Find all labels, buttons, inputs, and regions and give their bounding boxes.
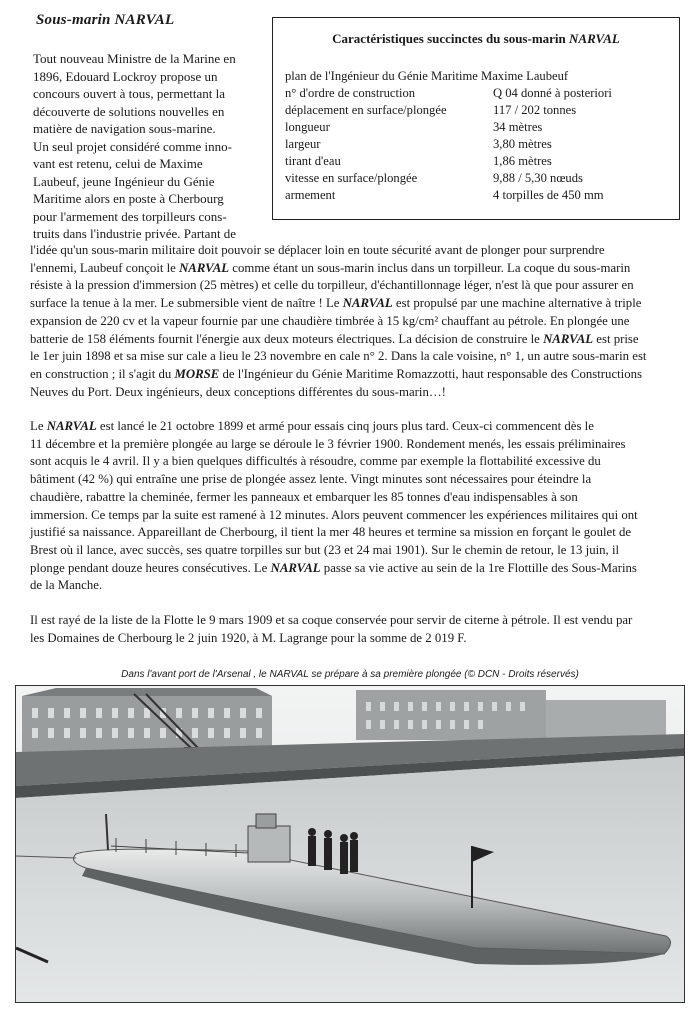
- spec-row: [285, 154, 552, 169]
- spec-value: 34 mètres: [493, 120, 543, 134]
- text-segment: le 1er juin 1898 et sa mise sur cale a lieu le 23 novembre en cale n° 2. Dans la cale voisine, n° 1, un autre sous-marin est: [30, 349, 647, 364]
- vessel-name: MORSE: [174, 366, 220, 381]
- text-segment: Neuves du Port. Deux ingénieurs, deux conceptions différentes du sous-marin…!: [30, 384, 446, 399]
- spec-row: [285, 120, 543, 135]
- text-segment: comme étant un sous-marin inclus dans un torpilleur. La coque du sous-marin: [229, 260, 631, 275]
- text-line: vant est retenu, celui de Maxime: [33, 156, 203, 171]
- text-line: [30, 277, 688, 295]
- text-segment: en construction ; il s'agit du: [30, 366, 175, 381]
- text-segment: immersion. Ce temps par la suite est ramené à 12 minutes. Alors peuvent commencer les expériences militaires qui ont: [30, 507, 638, 522]
- spec-value: 1,86 mètres: [493, 154, 552, 168]
- specifications-box: [272, 17, 680, 220]
- paragraph-fate: [30, 612, 688, 647]
- arsenal-buildings-left: [22, 688, 272, 754]
- text-segment: bâtiment (42 %) qui entraîne une prise de plongée assez lente. Vingt minutes sont nécessaires pour éteindre la: [30, 472, 592, 487]
- text-line: Un seul projet considéré comme inno-: [33, 138, 232, 154]
- text-line: [30, 331, 688, 349]
- spec-label: largeur: [285, 137, 321, 151]
- text-line: [30, 453, 688, 471]
- text-line: [30, 295, 688, 313]
- text-segment: 11 décembre et la première plongée au large se déroule le 3 février 1900. Rondement menés, les essais préliminaires: [30, 436, 626, 451]
- vessel-name: NARVAL: [46, 419, 97, 433]
- text-line: [30, 542, 688, 560]
- text-line: Laubeuf, jeune Ingénieur du Génie: [33, 173, 215, 189]
- spec-label: plan de l'Ingénieur du Génie Maritime Maxime Laubeuf: [285, 69, 569, 83]
- spec-value: 117 / 202 tonnes: [493, 103, 577, 117]
- text-segment: justifié sa naissance. Appareillant de Cherbourg, il tient la mer 48 heures et termine sa mission en forçant le goulet de: [30, 525, 632, 540]
- text-line: [30, 612, 688, 630]
- spec-row: [285, 69, 568, 84]
- text-segment: expansion de 220 cv et la vapeur fournie par une chaudière timbrée à 15 kg/cm² chauffant au pétrole. En plongée une: [30, 313, 630, 328]
- text-line: découverte de solutions nouvelles en: [33, 103, 225, 119]
- text-line: [30, 384, 688, 402]
- paragraph-history: [30, 242, 688, 401]
- text-segment: de l'Ingénieur du Génie Maritime Romazzotti, haut responsable des Constructions: [219, 366, 643, 381]
- article-title: Sous-marin NARVAL: [36, 12, 175, 28]
- vessel-name: NARVAL: [543, 331, 594, 346]
- text-segment: de la Manche.: [30, 578, 103, 593]
- vessel-name: NARVAL: [270, 560, 321, 575]
- text-segment: l'ennemi, Laubeuf conçoit le: [30, 260, 180, 275]
- text-line: [30, 524, 688, 542]
- text-segment: passe sa vie active au sein de la 1re Flottille des Sous-Marins: [320, 560, 637, 575]
- spec-label: déplacement en surface/plongée: [285, 103, 447, 117]
- text-line: [30, 507, 688, 525]
- text-line: concours ouvert à tous, permettant la: [33, 86, 226, 101]
- text-line: 1896, Edouard Lockroy propose un: [33, 68, 218, 84]
- text-segment: batterie de 158 éléments fournit l'énergie aux deux moteurs électriques. La décision de construire le: [30, 331, 544, 346]
- text-line: truits dans l'industrie privée. Partant de: [33, 226, 237, 241]
- narval-harbour-photo: [15, 685, 685, 1003]
- intro-paragraph: [33, 50, 263, 243]
- text-line: [30, 260, 688, 278]
- spec-label: vitesse en surface/plongée: [285, 171, 418, 185]
- specifications-title: [273, 31, 679, 47]
- text-line: [30, 560, 688, 578]
- text-segment: est lancé le 21 octobre 1899 et armé pour essais cinq jours plus tard. Ceux-ci commencent dès le: [96, 419, 594, 433]
- spec-row: [285, 188, 604, 203]
- text-line: matière de navigation sous-marine.: [33, 121, 216, 136]
- spec-value: 9,88 / 5,30 nœuds: [493, 171, 583, 185]
- spec-label: n° d'ordre de construction: [285, 86, 416, 100]
- text-segment: les Domaines de Cherbourg le 2 juin 1920, à M. Lagrange pour la somme de 2 019 F.: [30, 630, 467, 645]
- spec-row: [285, 137, 552, 152]
- text-segment: est prise: [593, 331, 639, 346]
- spec-label: tirant d'eau: [285, 154, 341, 168]
- text-line: [30, 630, 688, 648]
- text-line: [30, 313, 688, 331]
- specifications-title-name: NARVAL: [569, 31, 620, 46]
- text-line: [30, 436, 688, 454]
- photo-illustration: [16, 686, 684, 1002]
- text-segment: sont acquis le 4 avril. Il y a bien quelques difficultés à résoudre, comme par exemple la flottabilité excessive du: [30, 454, 601, 469]
- spec-value: Q 04 donné à posteriori: [493, 86, 612, 100]
- vessel-name: NARVAL: [342, 296, 393, 311]
- text-segment: Brest où il lance, avec succès, ses quatre torpilles sur but (23 et 24 mai 1901). Sur le chemin de retour, le 13 juin, il: [30, 542, 620, 557]
- text-segment: Il est rayé de la liste de la Flotte le 9 mars 1909 et sa coque conservée pour servir de citerne à pétrole. Il est vendu par: [30, 613, 633, 627]
- text-line: Tout nouveau Ministre de la Marine en: [33, 51, 236, 66]
- text-segment: plonge pendant douze heures consécutives. Le: [30, 560, 271, 575]
- spec-label: longueur: [285, 120, 330, 134]
- paragraph-trials: [30, 418, 688, 595]
- text-segment: chaudière, rabattre la cheminée, fermer les panneaux et embarquer les 85 tonnes d'eau indispensables à son: [30, 489, 578, 504]
- spec-value: 3,80 mètres: [493, 137, 552, 151]
- text-line: [30, 242, 688, 260]
- spec-value: 4 torpilles de 450 mm: [493, 188, 604, 202]
- text-line: [30, 418, 688, 436]
- text-segment: résiste à la pression d'immersion (25 mètres) et celle du torpilleur, d'échantillonnage léger, n'est là que pour assurer en: [30, 278, 634, 293]
- spec-label: armement: [285, 188, 336, 202]
- text-line: [30, 471, 688, 489]
- text-line: [30, 577, 688, 595]
- text-line: Maritime alors en poste à Cherbourg: [33, 191, 224, 206]
- specifications-title-prefix: Caractéristiques succinctes du sous-marin: [332, 31, 566, 46]
- vessel-name: NARVAL: [179, 260, 230, 275]
- text-segment: est propulsé par une machine alternative à triple: [392, 296, 642, 311]
- text-line: [30, 366, 688, 384]
- spec-row: [285, 86, 612, 101]
- text-segment: l'idée qu'un sous-marin militaire doit pouvoir se déplacer loin en toute sécurité avant de plonger pour surprendre: [30, 243, 605, 257]
- text-line: [30, 489, 688, 507]
- photo-caption: Dans l'avant port de l'Arsenal , le NARVAL se prépare à sa première plongée (© DCN - Droits réservés): [121, 669, 579, 680]
- text-line: pour l'armement des torpilleurs cons-: [33, 208, 227, 224]
- text-line: [30, 348, 688, 366]
- text-segment: Le: [30, 419, 47, 433]
- text-segment: surface la tenue à la mer. Le submersible vient de naître ! Le: [30, 296, 343, 311]
- spec-row: [285, 171, 583, 186]
- spec-row: [285, 103, 577, 118]
